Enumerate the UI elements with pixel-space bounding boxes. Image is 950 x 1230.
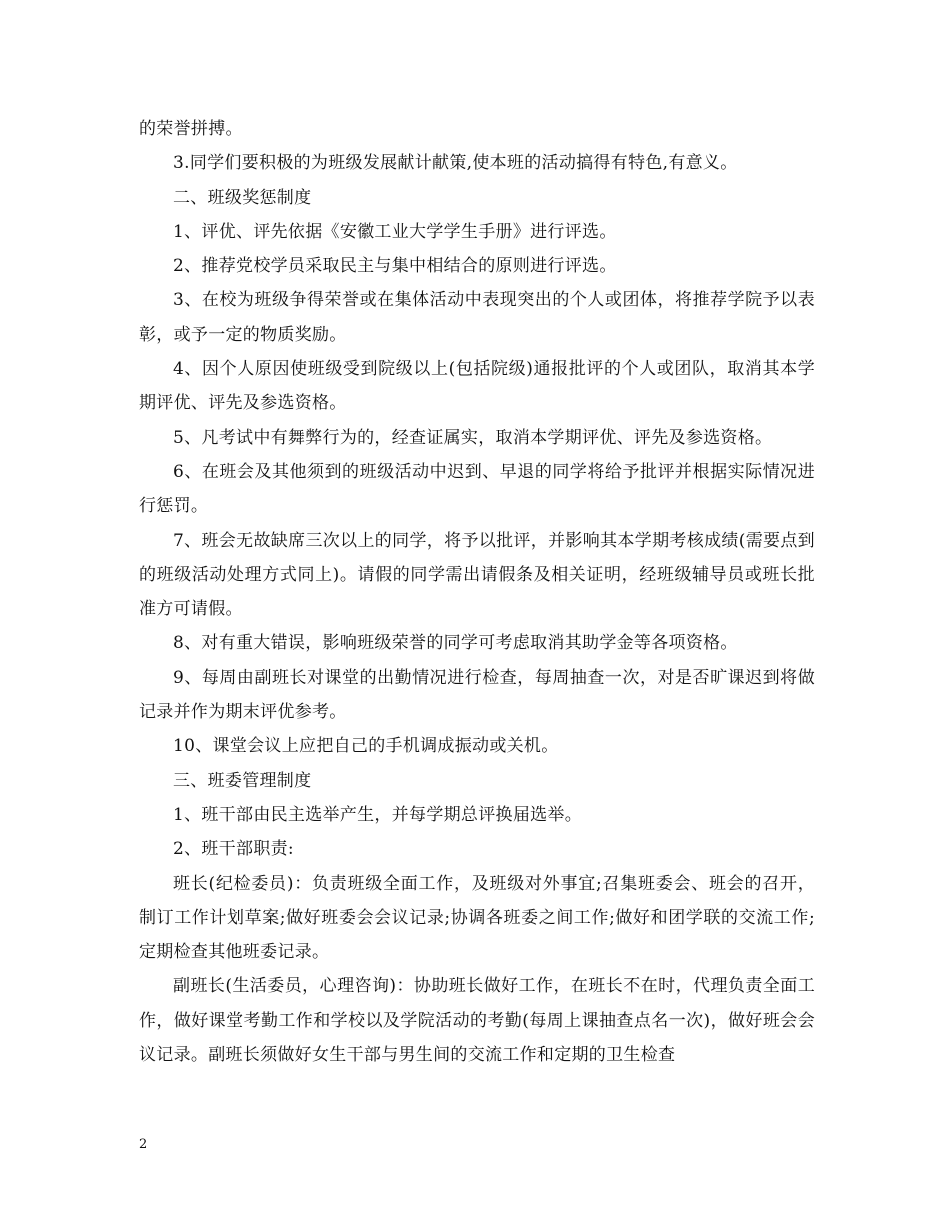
paragraph-15: 1、班干部由民主选举产生，并每学期总评换届选举。 bbox=[173, 804, 583, 825]
paragraph-18: 副班长(生活委员，心理咨询)：协助班长做好工作，在班长不在时，代理负责全面工作，做好课堂考勤工作和学校以及学院活动的考勤(每周上课抽查点名一次)，做好班会会议记录。副班长须做好女生干部与男生间的交流工作和定期的卫生检查 bbox=[139, 976, 815, 1066]
section-heading-committee: 三、班委管理制度 bbox=[173, 770, 312, 791]
paragraph-13: 10、课堂会议上应把自己的手机调成振动或关机。 bbox=[173, 736, 559, 757]
paragraph-1: 的荣誉拼搏。 bbox=[139, 119, 243, 139]
page-number: 2 bbox=[139, 1137, 148, 1152]
paragraph-17: 班长(纪检委员)：负责班级全面工作，及班级对外事宜;召集班委会、班会的召开，制订工作计划草案;做好班委会会议记录;协调各班委之间工作;做好和团学联的交流工作;定期检查其他班委记录。 bbox=[139, 873, 815, 963]
paragraph-6: 3、在校为班级争得荣誉或在集体活动中表现突出的个人或团体，将推荐学院予以表彰，或予一定的物质奖励。 bbox=[139, 290, 815, 345]
paragraph-10: 7、班会无故缺席三次以上的同学，将予以批评，并影响其本学期考核成绩(需要点到的班级活动处理方式同上)。请假的同学需出请假条及相关证明，经班级辅导员或班长批准方可请假。 bbox=[139, 530, 815, 620]
paragraph-4: 1、评优、评先依据《安徽工业大学学生手册》进行评选。 bbox=[173, 221, 617, 242]
paragraph-2: 3.同学们要积极的为班级发展献计献策,使本班的活动搞得有特色,有意义。 bbox=[173, 153, 738, 174]
section-heading-rewards: 二、班级奖惩制度 bbox=[173, 187, 312, 208]
paragraph-5: 2、推荐党校学员采取民主与集中相结合的原则进行评选。 bbox=[173, 256, 617, 277]
paragraph-11: 8、对有重大错误，影响班级荣誉的同学可考虑取消其助学金等各项资格。 bbox=[173, 633, 738, 654]
paragraph-8: 5、凡考试中有舞弊行为的，经查证属实，取消本学期评优、评先及参选资格。 bbox=[173, 427, 773, 448]
paragraph-7: 4、因个人原因使班级受到院级以上(包括院级)通报批评的个人或团队，取消其本学期评优、评先及参选资格。 bbox=[139, 359, 815, 414]
document-body bbox=[139, 112, 815, 1072]
paragraph-9: 6、在班会及其他须到的班级活动中迟到、早退的同学将给予批评并根据实际情况进行惩罚。 bbox=[139, 461, 815, 517]
paragraph-16: 2、班干部职责: bbox=[173, 839, 294, 860]
paragraph-12: 9、每周由副班长对课堂的出勤情况进行检查，每周抽查一次，对是否旷课迟到将做记录并作为期末评优参考。 bbox=[139, 667, 815, 723]
